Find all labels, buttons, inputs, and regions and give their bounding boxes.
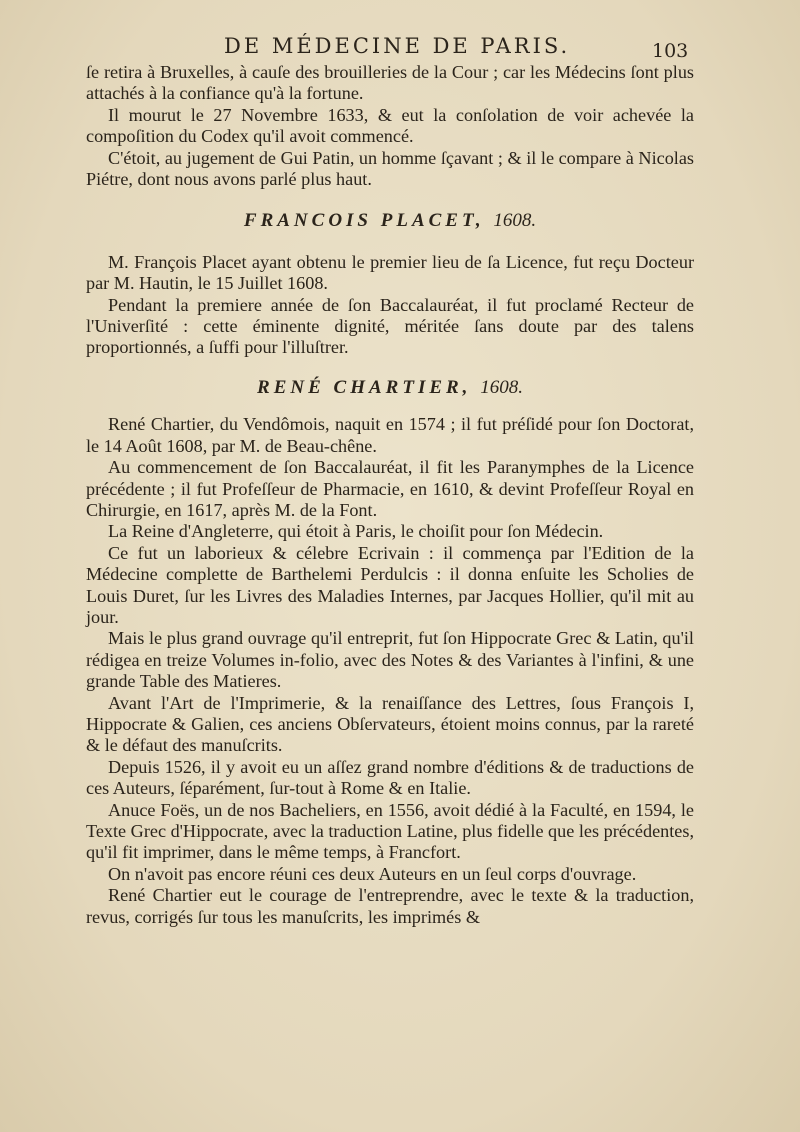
- section-heading-chartier: [86, 377, 694, 398]
- body-text: [86, 62, 694, 928]
- running-head: DE MÉDECINE DE PARIS.: [224, 34, 571, 58]
- paragraph: Ce fut un laborieux & célebre Ecrivain : il commença par l'Edition de la Médecine complette de Barthelemi Perdulcis : il donna enſuite les Scholies de Louis Duret, ſur les Livres des Maladies Internes, par Jacques Hollier, qu'il mit au jour.: [86, 542, 694, 627]
- section-heading-name: FRANCOIS PLACET,: [243, 210, 485, 232]
- paragraph: M. François Placet ayant obtenu le premier lieu de ſa Licence, fut reçu Docteur par M. Hautin, le 15 Juillet 1608.: [86, 251, 694, 294]
- paragraph: Mais le plus grand ouvrage qu'il entreprit, fut ſon Hippocrate Grec & Latin, qu'il rédigea en treize Volumes in-folio, avec des Notes & des Variantes à l'infini, & une grande Table des Matieres.: [86, 628, 694, 692]
- paragraph: René Chartier eut le courage de l'entreprendre, avec le texte & la traduction, revus, corrigés ſur tous les manuſcrits, les imprimés &: [86, 885, 694, 927]
- paragraph: René Chartier, du Vendômois, naquit en 1574 ; il fut préſidé pour ſon Doctorat, le 14 Août 1608, par M. de Beau-chêne.: [86, 414, 694, 456]
- paragraph: On n'avoit pas encore réuni ces deux Auteurs en un ſeul corps d'ouvrage.: [108, 863, 637, 884]
- paragraph: Au commencement de ſon Baccalauréat, il fit les Paranymphes de la Licence précédente ; il fut Profeſſeur de Pharmacie, en 1610, & devint Profeſſeur Royal en Chirurgie, en 1617, après M. de la Font.: [86, 457, 694, 520]
- paragraph: Pendant la premiere année de ſon Baccalauréat, il fut proclamé Recteur de l'Univerſité : cette éminente dignité, méritée ſans doute par des talens proportionnés, a ſuffi pour l'illuſtrer.: [86, 294, 694, 358]
- paragraph: Anuce Foës, un de nos Bacheliers, en 1556, avoit dédié à la Faculté, en 1594, le Texte Grec d'Hippocrate, avec la traduction Latine, plus fidelle que les précédentes, qu'il fit imprimer, dans le même temps, à Francfort.: [86, 799, 694, 863]
- section-heading-name: RENÉ CHARTIER,: [257, 376, 472, 398]
- paragraph: Il mourut le 27 Novembre 1633, & eut la conſolation de voir achevée la compoſition du Codex qu'il avoit commencé.: [86, 104, 694, 147]
- page-header: [0, 34, 800, 64]
- paragraph: Depuis 1526, il y avoit eu un aſſez grand nombre d'éditions & de traductions de ces Auteurs, ſéparément, ſur-tout à Rome & en Italie.: [86, 756, 694, 799]
- paragraph: C'étoit, au jugement de Gui Patin, un homme ſçavant ; & il le compare à Nicolas Piétre, dont nous avons parlé plus haut.: [86, 147, 694, 190]
- section-heading-year: 1608.: [493, 210, 537, 232]
- paragraph: Avant l'Art de l'Imprimerie, & la renaiſſance des Lettres, ſous François I, Hippocrate & Galien, ces anciens Obſervateurs, étoient moins connus, par la rareté & le défaut des manuſcrits.: [86, 692, 694, 756]
- paragraph: ſe retira à Bruxelles, à cauſe des brouilleries de la Cour ; car les Médecins ſont plus attachés à la confiance qu'à la fortune.: [86, 62, 694, 104]
- page-number: 103: [652, 40, 689, 62]
- paragraph: La Reine d'Angleterre, qui étoit à Paris, le choiſit pour ſon Médecin.: [108, 521, 604, 542]
- section-heading-placet: [86, 210, 694, 231]
- section-heading-year: 1608.: [480, 376, 523, 398]
